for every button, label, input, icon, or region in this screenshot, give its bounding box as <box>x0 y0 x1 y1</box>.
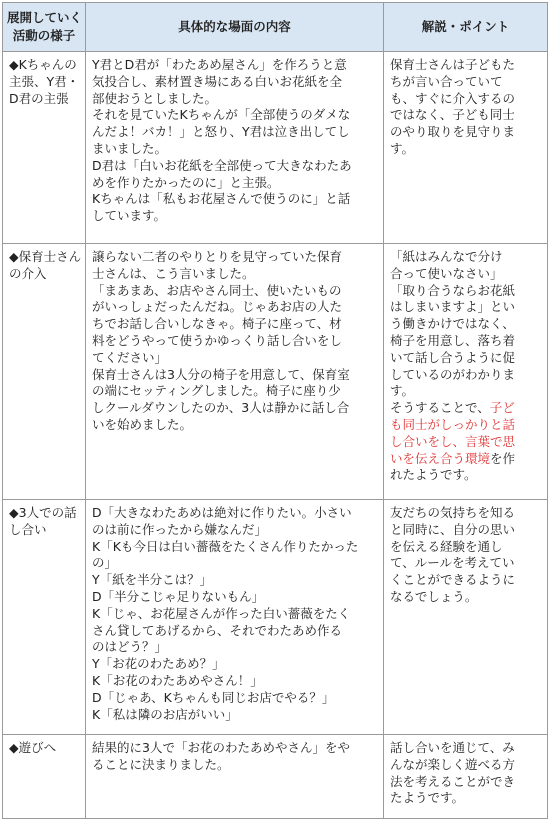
point-line: 友だちの気持ちを知る <box>390 505 516 520</box>
point-cell <box>384 500 548 735</box>
phase-line: ◆保育士さん <box>9 249 82 264</box>
point-line: す。 <box>390 383 415 399</box>
content-line: K「お花のわたあめやさん！」 <box>92 672 263 688</box>
point-line: て、ルールを考えてい <box>390 555 515 571</box>
content-line: Y「紙を半分こは？」 <box>92 572 213 588</box>
point-line: しているのがわかりま <box>390 366 516 382</box>
point-highlight-line <box>390 400 542 417</box>
content-cell <box>86 735 384 819</box>
phase-line: し合い <box>9 521 47 537</box>
point-line: んなが楽しく遊べる方 <box>390 756 516 772</box>
content-line: しています。 <box>92 208 167 224</box>
header-activity-line1: 展開していく <box>7 10 83 25</box>
phase-cell <box>3 735 86 819</box>
content-line: それを見ていたKちゃんが「全部使うのダメな <box>92 107 351 123</box>
content-line: まいました。 <box>92 140 168 156</box>
phase-cell <box>3 500 86 735</box>
point-text: そうすることで、 <box>390 400 490 416</box>
content-line: 士さんは、こう言いました。 <box>92 265 255 281</box>
content-line: 結果的に3人で「お花のわたあめやさん」をや <box>92 740 350 755</box>
point-highlight-text: 子ど <box>489 400 515 416</box>
phase-line: ◆遊びへ <box>9 740 57 755</box>
table-header-row <box>3 3 548 52</box>
content-line: しクールダウンしたのか、3人は静かに話し合 <box>92 400 350 416</box>
content-line: Y「お花のわたあめ？」 <box>92 656 225 672</box>
content-line: 気投合し、素材置き場にある白いお花紙を全 <box>92 73 343 89</box>
phase-line: ◆Kちゃんの <box>9 57 77 72</box>
point-line: ちが言い合っていて <box>390 73 503 89</box>
content-line: さん貸してあげるから、それでわたあめ作る <box>92 622 343 638</box>
point-line: 「紙はみんなで分け <box>390 249 503 264</box>
content-line: K「私は隣のお店がいい」 <box>92 706 238 722</box>
point-cell <box>384 52 548 244</box>
content-line: D「半分こじゃ足りないもん」 <box>92 588 265 604</box>
content-line: 部使おうとしました。 <box>92 90 218 106</box>
point-line: たようです。 <box>390 790 465 806</box>
content-line: 「まあまあ、お店やさん同士、使いたいもの <box>92 282 342 298</box>
content-line: 譲らない二者のやりとりを見守っていた保育 <box>92 249 343 264</box>
content-line: めを作りたかったのに」と主張。 <box>92 174 280 190</box>
content-line: K「Kも今日は白い薔薇をたくさん作りたかった <box>92 538 359 554</box>
point-line: 合って使いなさい」 <box>390 265 503 281</box>
phase-line: 主張、Y君・ <box>9 73 80 89</box>
point-line: 椅子を用意し、落ち着 <box>390 332 516 348</box>
header-activity <box>3 3 86 52</box>
phase-line: D君の主張 <box>9 90 69 106</box>
point-line: 法を考えることができ <box>390 773 516 789</box>
point-line: う働きかけではなく、 <box>390 316 515 332</box>
point-line: れたようです。 <box>390 467 477 483</box>
content-line: Y君とD君が「わたあめ屋さん」を作ろうと意 <box>92 57 347 72</box>
content-line: ることに決まりました。 <box>92 756 230 772</box>
point-line: も、すぐに介入するの <box>390 90 516 106</box>
content-line: の端にセッティングしました。椅子に座り少 <box>92 383 341 399</box>
point-highlight-text: も同士がしっかりと話 <box>390 416 516 432</box>
content-line: D「大きなわたあめは絶対に作りたい。小さい <box>92 505 352 520</box>
header-activity-line2: 活動の様子 <box>12 28 76 43</box>
table-row <box>3 52 548 244</box>
point-highlight-text: いを伝え合う環境 <box>390 450 491 466</box>
content-line: いを始めました。 <box>92 416 193 432</box>
point-line: 話し合いを通じて、み <box>390 740 515 755</box>
content-line: の」 <box>92 555 118 571</box>
content-line: のは前に作ったから嫌なんだ」 <box>92 521 268 537</box>
header-point: 解説・ポイント <box>384 3 548 52</box>
point-line: なるでしょう。 <box>390 588 478 604</box>
phase-cell <box>3 52 86 244</box>
table-row <box>3 244 548 500</box>
header-content: 具体的な場面の内容 <box>86 3 384 52</box>
phase-line: ◆3人での話 <box>9 505 77 520</box>
table-row <box>3 735 548 819</box>
point-line: いて話し合うように促 <box>390 349 516 365</box>
point-line: ではなく、子ども同士 <box>390 107 515 123</box>
content-line: がいっしょだったんだね。じゃあお店の人た <box>92 299 343 315</box>
point-highlight-line <box>390 451 542 468</box>
phase-cell <box>3 244 86 500</box>
content-line: Kちゃんは「私もお花屋さんで使うのに」と話 <box>92 191 351 207</box>
point-line: す。 <box>390 140 415 156</box>
point-line: はしまいますよ」とい <box>390 299 516 315</box>
point-cell <box>384 244 548 500</box>
content-line: のはどう？」 <box>92 639 168 655</box>
point-line: のやり取りを見守りま <box>390 124 516 140</box>
point-line: 保育士さんは子どもた <box>390 57 516 72</box>
point-line: 「取り合うならお花紙 <box>390 282 516 298</box>
point-cell <box>384 735 548 819</box>
point-line: くことができるように <box>390 572 516 588</box>
content-cell <box>86 52 384 244</box>
content-line: D「じゃあ、Kちゃんも同じお店でやる？」 <box>92 689 335 705</box>
content-line: てください」 <box>92 349 168 365</box>
content-line: んだよ！バカ！」と怒り、Y君は泣き出してし <box>92 124 350 140</box>
table-row <box>3 500 548 735</box>
phase-line: の介入 <box>9 265 47 281</box>
point-text: を作 <box>490 450 516 466</box>
point-highlight-text: し合いをし、言葉で思 <box>390 433 516 449</box>
content-line: D君は「白いお花紙を全部使って大きなわたあ <box>92 157 352 173</box>
content-line: K「じゃ、お花屋さんが作った白い薔薇をたく <box>92 605 351 621</box>
content-line: 料をどうやって使うかゆっくり話し合いをし <box>92 332 342 348</box>
content-cell <box>86 244 384 500</box>
content-line: ちでお話し合いしなきゃ。椅子に座って、材 <box>92 316 342 332</box>
activity-table <box>2 2 548 819</box>
point-line: と同時に、自分の思い <box>390 521 516 537</box>
content-cell <box>86 500 384 735</box>
content-line: 保育士さんは3人分の椅子を用意して、保育室 <box>92 366 350 382</box>
point-line: を伝える経験を通し <box>390 538 503 554</box>
